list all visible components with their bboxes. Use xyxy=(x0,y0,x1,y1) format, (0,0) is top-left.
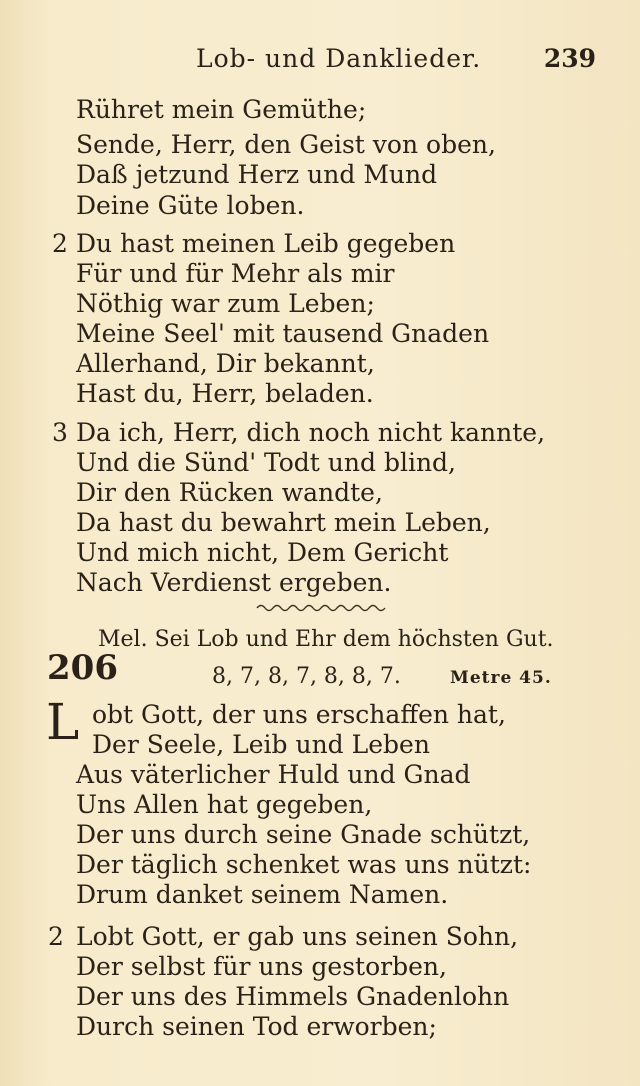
hymn-number: 206 xyxy=(47,648,118,688)
hymn-line: Meine Seel' mit tausend Gnaden xyxy=(76,319,490,348)
dropcap: L xyxy=(46,693,80,751)
verse-number: 3 xyxy=(52,418,68,447)
melody-line: Mel. Sei Lob und Ehr dem höchsten Gut. xyxy=(98,627,554,652)
meter-line: 8, 7, 8, 7, 8, 8, 7. xyxy=(212,664,401,689)
ornament-divider xyxy=(255,600,390,614)
hymn-line: Der uns des Himmels Gnadenlohn xyxy=(76,982,510,1011)
running-head: Lob- und Danklieder. xyxy=(196,44,482,73)
hymn-line: Rühret mein Gemüthe; xyxy=(76,95,367,124)
hymn-line: Aus väterlicher Huld und Gnad xyxy=(76,760,471,789)
hymn-line: Da ich, Herr, dich noch nicht kannte, xyxy=(76,418,546,447)
hymn-line: Durch seinen Tod erworben; xyxy=(76,1012,437,1041)
hymn-line: Drum danket seinem Namen. xyxy=(76,880,449,909)
hymn-line: Uns Allen hat gegeben, xyxy=(76,790,373,819)
hymn-line: Und die Sünd' Todt und blind, xyxy=(76,448,456,477)
hymn-line: Sende, Herr, den Geist von oben, xyxy=(76,130,496,159)
hymn-line: Lobt Gott, er gab uns seinen Sohn, xyxy=(76,922,519,951)
verse-number: 2 xyxy=(52,229,68,258)
hymn-line: Dir den Rücken wandte, xyxy=(76,478,383,507)
hymn-line: Für und für Mehr als mir xyxy=(76,259,395,288)
metre-label: Metre 45. xyxy=(450,668,552,688)
hymn-line: Da hast du bewahrt mein Leben, xyxy=(76,508,491,537)
hymn-line: Du hast meinen Leib gegeben xyxy=(76,229,456,258)
hymn-line: Hast du, Herr, beladen. xyxy=(76,379,374,408)
verse-number: 2 xyxy=(48,922,64,951)
hymn-line: Der Seele, Leib und Leben xyxy=(92,730,430,759)
hymn-line: obt Gott, der uns erschaffen hat, xyxy=(92,700,506,729)
hymn-line: Der selbst für uns gestorben, xyxy=(76,952,447,981)
hymn-line: Und mich nicht, Dem Gericht xyxy=(76,538,449,567)
hymn-line: Nach Verdienst ergeben. xyxy=(76,568,392,597)
page-header xyxy=(0,44,640,80)
hymn-line: Allerhand, Dir bekannt, xyxy=(76,349,375,378)
hymn-line: Nöthig war zum Leben; xyxy=(76,289,375,318)
hymn-line: Der uns durch seine Gnade schützt, xyxy=(76,820,531,849)
page-number: 239 xyxy=(543,44,596,73)
hymn-line: Deine Güte loben. xyxy=(76,191,305,220)
hymn-line: Der täglich schenket was uns nützt: xyxy=(76,850,532,879)
hymn-line: Daß jetzund Herz und Mund xyxy=(76,160,438,189)
